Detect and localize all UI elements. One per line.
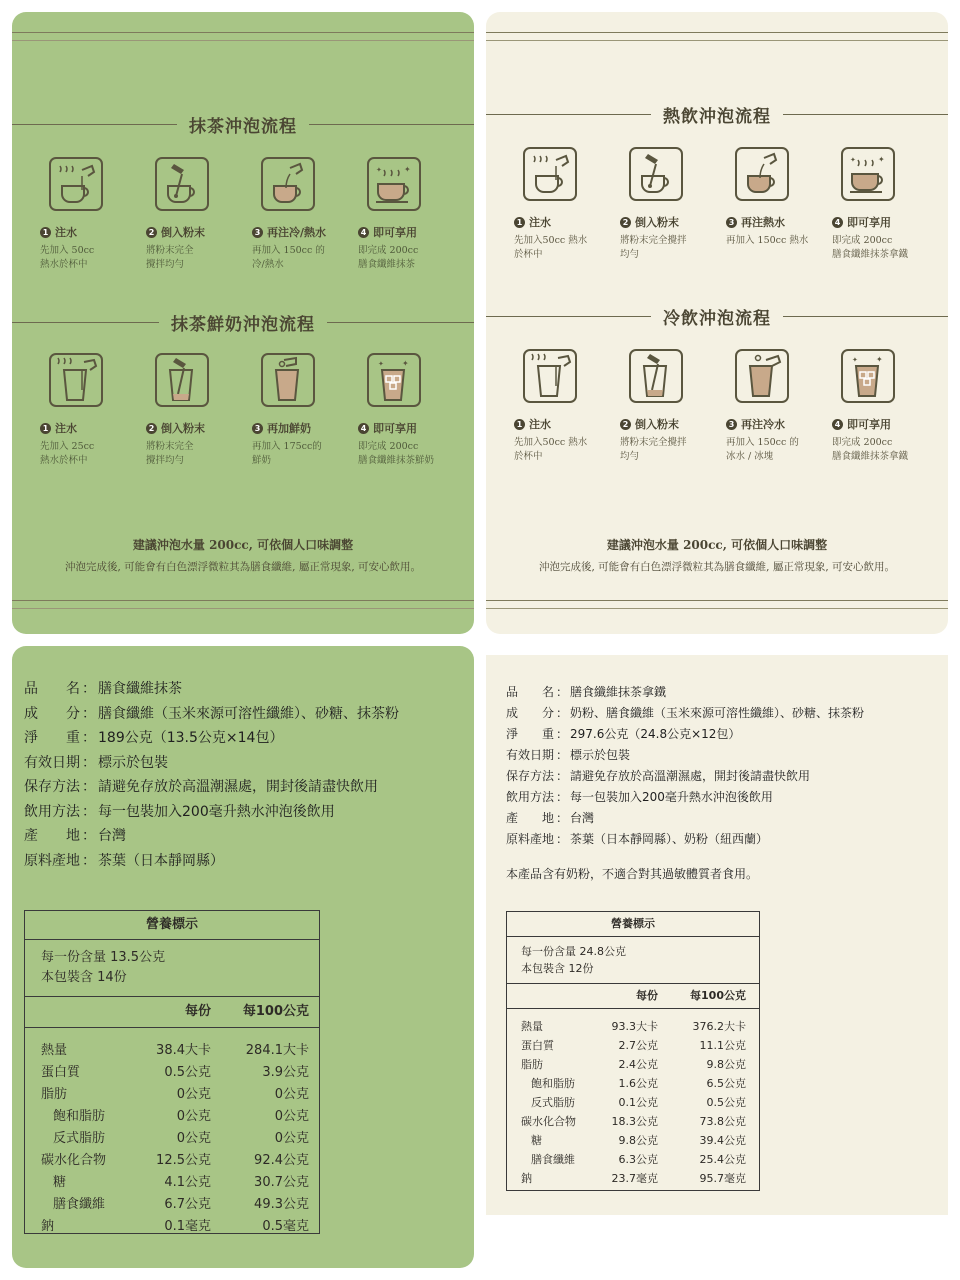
step-description: 再加入 150cc 熱水 [726,235,809,246]
value-per-serving: 12.5公克 [156,1153,211,1168]
info-label: 保存方法 [506,769,555,783]
ready-cup-icon [366,156,422,212]
nutrient-name: 糖 [531,1134,542,1147]
svg-text:✦: ✦ [404,165,411,174]
info-value: 茶葉（日本靜岡縣）、奶粉（紐西蘭） [570,832,769,846]
value-per-serving: 2.7公克 [618,1039,658,1052]
info-row: 原料產地 ： 茶葉（日本靜岡縣） [24,850,224,870]
step-number: 4 [358,423,369,434]
value-per-serving: 38.4大卡 [156,1043,211,1058]
step-description: 即完成 200cc 膳食纖維抹茶 [358,245,419,270]
step-title: 即可享用 [373,422,417,435]
pour-water-icon [48,156,104,212]
value-per-serving: 1.6公克 [618,1077,658,1090]
step-2 [620,146,716,262]
info-row: 品 名 ： 膳食纖維抹茶拿鐵 [506,685,667,699]
cold-steps [514,348,928,464]
value-per-serving: 23.7毫克 [611,1172,658,1185]
step-number: 3 [252,423,263,434]
nutrition-row [25,1172,319,1194]
value-per-100g: 30.7公克 [254,1175,309,1190]
step-4 [832,146,928,262]
value-per-100g: 92.4公克 [254,1153,309,1168]
value-per-100g: 0.5毫克 [262,1219,309,1234]
brewing-note: 建議沖泡水量 200cc, 可依個人口味調整 [132,538,354,552]
step-1 [40,352,136,468]
info-row: 產 地 ： 台灣 [506,811,595,825]
nutrient-name: 鈉 [41,1219,55,1234]
info-value: 297.6公克（24.8公克×12包） [570,727,741,741]
nutrient-name: 蛋白質 [521,1039,554,1052]
step-title: 再注熱水 [741,216,785,229]
ready-cup-icon [840,146,896,202]
info-label: 飲用方法 [24,803,80,820]
step-2 [620,348,716,464]
servings-per-pack: 本包裝含 12份 [521,962,594,975]
value-per-serving: 0公克 [176,1131,211,1146]
value-per-100g: 49.3公克 [254,1197,309,1212]
step-1 [40,156,136,272]
step-1 [514,348,610,464]
nutrient-name: 糖 [53,1175,67,1190]
step-number: 3 [726,217,737,228]
info-label: 淨 重 [506,727,555,741]
info-row: 產 地 ： 台灣 [24,825,126,845]
step-number: 2 [620,217,631,228]
step-title: 再加鮮奶 [267,422,311,435]
svg-text:✦: ✦ [878,155,885,164]
nutrition-row [25,1062,319,1084]
value-per-serving: 0.1公克 [618,1096,658,1109]
pour-ice-water-icon [734,348,790,404]
stir-powder-icon [628,146,684,202]
servings-per-pack: 本包裝含 14份 [41,970,127,985]
nutrition-row [507,1017,759,1036]
nutrition-row [25,1084,319,1106]
step-number: 2 [620,419,631,430]
step-title: 倒入粉末 [635,418,679,431]
stir-powder-icon [154,156,210,212]
nutrition-row [25,1128,319,1150]
info-value: 標示於包裝 [570,748,631,762]
step-number: 1 [40,423,51,434]
step-title: 注水 [55,226,77,239]
latte-product-panel [486,655,948,1215]
svg-text:✦: ✦ [376,166,382,174]
step-4 [358,352,454,468]
svg-text:✦: ✦ [876,355,883,364]
info-label: 有效日期 [24,754,80,771]
serving-size: 每一份含量 24.8公克 [521,945,626,958]
step-description: 將粉末完全 攪拌均勻 [146,245,194,270]
nutrient-name: 膳食纖維 [531,1153,575,1166]
info-row: 品 名 ： 膳食纖維抹茶 [24,678,182,698]
svg-text:✦: ✦ [850,156,856,164]
step-title: 注水 [529,418,551,431]
info-value: 膳食纖維抹茶拿鐵 [570,685,667,699]
nutrition-row [25,1040,319,1062]
value-per-100g: 6.5公克 [706,1077,746,1090]
info-row: 飲用方法 ： 每一包裝加入200毫升熱水沖泡後飲用 [24,801,335,821]
value-per-serving: 9.8公克 [618,1134,658,1147]
step-number: 1 [514,217,525,228]
value-per-100g: 376.2大卡 [692,1020,746,1033]
step-2 [146,352,242,468]
pour-more-icon [260,156,316,212]
step-description: 將粉末完全攪拌 均勻 [620,437,687,462]
step-number: 2 [146,227,157,238]
value-per-100g: 11.1公克 [699,1039,746,1052]
info-value: 台灣 [98,828,126,844]
nutrient-name: 反式脂肪 [53,1131,106,1146]
step-title: 倒入粉末 [161,422,205,435]
value-per-100g: 9.8公克 [706,1058,746,1071]
step-title: 再注冷水 [741,418,785,431]
value-per-100g: 0.5公克 [706,1096,746,1109]
step-description: 再加入 175cc的 鮮奶 [252,441,322,466]
step-description: 先加入 25cc 熱水於杯中 [40,441,95,466]
info-label: 品 名 [24,681,80,697]
svg-text:✦: ✦ [378,360,384,368]
value-per-100g: 284.1大卡 [245,1043,309,1058]
stir-powder-glass-icon [154,352,210,408]
info-value: 標示於包裝 [98,754,168,771]
info-value: 每一包裝加入200毫升熱水沖泡後飲用 [98,803,335,820]
step-description: 將粉末完全攪拌 均勻 [620,235,687,260]
nutrition-row [25,1106,319,1128]
value-per-serving: 0.1毫克 [164,1219,211,1234]
info-row: 保存方法 ： 請避免存放於高溫潮濕處，開封後請盡快飲用 [24,776,378,796]
section-title-matcha: 抹茶沖泡流程 [12,110,474,138]
step-title: 再注冷/熱水 [267,226,327,239]
info-row: 保存方法 ： 請避免存放於高溫潮濕處，開封後請盡快飲用 [506,769,811,783]
pour-more-icon [734,146,790,202]
step-description: 即完成 200cc 膳食纖維抹茶拿鐵 [832,235,909,260]
matcha-product-panel [12,646,474,1268]
info-label: 成 分 [506,706,555,720]
nutrition-row [507,1055,759,1074]
info-row: 成 分 ： 奶粉、膳食纖維（玉米來源可溶性纖維）、砂糖、抹茶粉 [506,706,865,720]
step-number: 3 [726,419,737,430]
step-1 [514,146,610,262]
value-per-serving: 18.3公克 [611,1115,658,1128]
info-label: 原料產地 [506,832,555,846]
value-per-100g: 39.4公克 [699,1134,746,1147]
step-title: 即可享用 [847,418,891,431]
step-description: 即完成 200cc 膳食纖維抹茶鮮奶 [358,441,435,466]
step-3 [252,156,348,272]
svg-text:✦: ✦ [852,356,858,364]
info-label: 產 地 [506,811,555,825]
info-value: 請避免存放於高溫潮濕處，開封後請盡快飲用 [98,779,378,795]
value-per-serving: 4.1公克 [164,1175,211,1190]
step-number: 4 [358,227,369,238]
nutrient-name: 膳食纖維 [53,1197,106,1212]
nutrition-table [24,910,320,1234]
step-title: 倒入粉末 [161,226,205,239]
step-2 [146,156,242,272]
pour-milk-icon [260,352,316,408]
info-label: 品 名 [506,685,555,699]
step-description: 再加入 150cc 的 冰水 / 冰塊 [726,437,799,462]
nutrient-name: 蛋白質 [41,1065,81,1080]
matcha-milk-steps [40,352,454,468]
nutrient-name: 飽和脂肪 [531,1077,575,1090]
pour-water-glass-icon [48,352,104,408]
info-value: 台灣 [570,811,595,825]
step-number: 1 [40,227,51,238]
column-per-serving: 每份 [184,1004,211,1019]
info-row: 原料產地 ： 茶葉（日本靜岡縣）、奶粉（紐西蘭） [506,832,769,846]
value-per-serving: 6.7公克 [164,1197,211,1212]
nutrient-name: 反式脂肪 [531,1096,575,1109]
nutrient-name: 脂肪 [41,1087,68,1102]
value-per-100g: 95.7毫克 [699,1172,746,1185]
info-value: 膳食纖維（玉米來源可溶性纖維）、砂糖、抹茶粉 [98,705,399,722]
nutrition-row [25,1216,319,1238]
hot-steps [514,146,928,262]
step-description: 先加入50cc 熱水 於杯中 [514,437,588,462]
column-per-100g: 每100公克 [690,989,746,1002]
section-title-matcha-milk: 抹茶鮮奶沖泡流程 [12,308,474,336]
latte-brewing-panel [486,12,948,634]
value-per-serving: 6.3公克 [618,1153,658,1166]
value-per-100g: 3.9公克 [262,1065,309,1080]
nutrient-name: 碳水化合物 [521,1115,576,1128]
step-4 [832,348,928,464]
brewing-note: 建議沖泡水量 200cc, 可依個人口味調整 [606,538,828,552]
step-description: 再加入 150cc 的 冷/熱水 [252,245,325,270]
info-label: 成 分 [24,705,80,722]
info-value: 請避免存放於高溫潮濕處，開封後請盡快飲用 [570,769,811,783]
column-per-100g: 每100公克 [242,1004,309,1019]
nutrition-row [507,1169,759,1188]
nutrition-title: 營養標示 [25,911,319,940]
pour-water-icon [522,146,578,202]
fiber-note: 沖泡完成後, 可能會有白色漂浮微粒其為膳食纖維, 屬正常現象, 可安心飲用。 [538,561,896,573]
stir-powder-glass-icon [628,348,684,404]
nutrition-row [507,1036,759,1055]
info-row: 有效日期 ： 標示於包裝 [506,748,631,762]
value-per-100g: 0公克 [274,1131,309,1146]
nutrient-name: 熱量 [41,1043,68,1058]
step-title: 即可享用 [373,226,417,239]
info-label: 有效日期 [506,748,555,762]
info-label: 原料產地 [24,852,80,869]
nutrition-row [507,1093,759,1112]
info-label: 淨 重 [24,730,80,746]
step-description: 即完成 200cc 膳食纖維抹茶拿鐵 [832,437,909,462]
nutrient-name: 碳水化合物 [41,1153,107,1168]
info-label: 保存方法 [24,779,80,795]
info-value: 膳食纖維抹茶 [98,681,182,697]
section-title-cold: 冷飲沖泡流程 [486,302,948,330]
info-row: 淨 重 ： 189公克（13.5公克×14包） [24,727,283,747]
info-value: 茶葉（日本靜岡縣） [98,852,224,869]
nutrition-row [507,1131,759,1150]
step-3 [726,348,822,464]
ready-iced-glass-icon [840,348,896,404]
nutrient-name: 飽和脂肪 [53,1109,106,1124]
info-value: 奶粉、膳食纖維（玉米來源可溶性纖維）、砂糖、抹茶粉 [570,706,865,720]
step-description: 將粉末完全 攪拌均勻 [146,441,194,466]
step-number: 4 [832,217,843,228]
fiber-note: 沖泡完成後, 可能會有白色漂浮微粒其為膳食纖維, 屬正常現象, 可安心飲用。 [64,561,422,573]
nutrient-name: 熱量 [521,1020,543,1033]
info-value: 每一包裝加入200毫升熱水沖泡後飲用 [570,790,773,804]
pour-water-glass-icon [522,348,578,404]
nutrition-row [507,1112,759,1131]
step-title: 倒入粉末 [635,216,679,229]
step-number: 4 [832,419,843,430]
step-4 [358,156,454,272]
serving-size: 每一份含量 13.5公克 [41,950,166,965]
step-title: 即可享用 [847,216,891,229]
value-per-100g: 73.8公克 [699,1115,746,1128]
value-per-100g: 0公克 [274,1087,309,1102]
step-number: 3 [252,227,263,238]
matcha-steps [40,156,454,272]
svg-text:✦: ✦ [402,359,409,368]
nutrient-name: 脂肪 [521,1058,543,1071]
ready-glass-icon [366,352,422,408]
value-per-100g: 0公克 [274,1109,309,1124]
section-title-hot: 熱飲沖泡流程 [486,100,948,128]
column-per-serving: 每份 [636,989,658,1002]
info-row: 有效日期 ： 標示於包裝 [24,752,168,772]
step-3 [252,352,348,468]
value-per-serving: 0.5公克 [164,1065,211,1080]
allergy-note: 本產品含有奶粉，不適合對其過敏體質者食用。 [506,867,759,881]
value-per-serving: 93.3大卡 [611,1020,658,1033]
step-title: 注水 [529,216,551,229]
step-title: 注水 [55,422,77,435]
step-number: 1 [514,419,525,430]
step-3 [726,146,822,262]
info-label: 飲用方法 [506,790,555,804]
nutrition-title: 營養標示 [507,912,759,937]
step-number: 2 [146,423,157,434]
value-per-serving: 0公克 [176,1109,211,1124]
nutrient-name: 鈉 [521,1172,532,1185]
nutrition-table [506,911,760,1191]
matcha-brewing-panel [12,12,474,634]
nutrition-row [507,1150,759,1169]
value-per-100g: 25.4公克 [699,1153,746,1166]
step-description: 先加入 50cc 熱水於杯中 [40,245,95,270]
nutrition-row [25,1194,319,1216]
info-label: 產 地 [24,828,80,844]
info-value: 189公克（13.5公克×14包） [98,730,284,746]
nutrition-row [507,1074,759,1093]
value-per-serving: 0公克 [176,1087,211,1102]
value-per-serving: 2.4公克 [618,1058,658,1071]
info-row: 成 分 ： 膳食纖維（玉米來源可溶性纖維）、砂糖、抹茶粉 [24,703,399,723]
step-description: 先加入50cc 熱水 於杯中 [514,235,588,260]
info-row: 淨 重 ： 297.6公克（24.8公克×12包） [506,727,741,741]
nutrition-row [25,1150,319,1172]
info-row: 飲用方法 ： 每一包裝加入200毫升熱水沖泡後飲用 [506,790,773,804]
